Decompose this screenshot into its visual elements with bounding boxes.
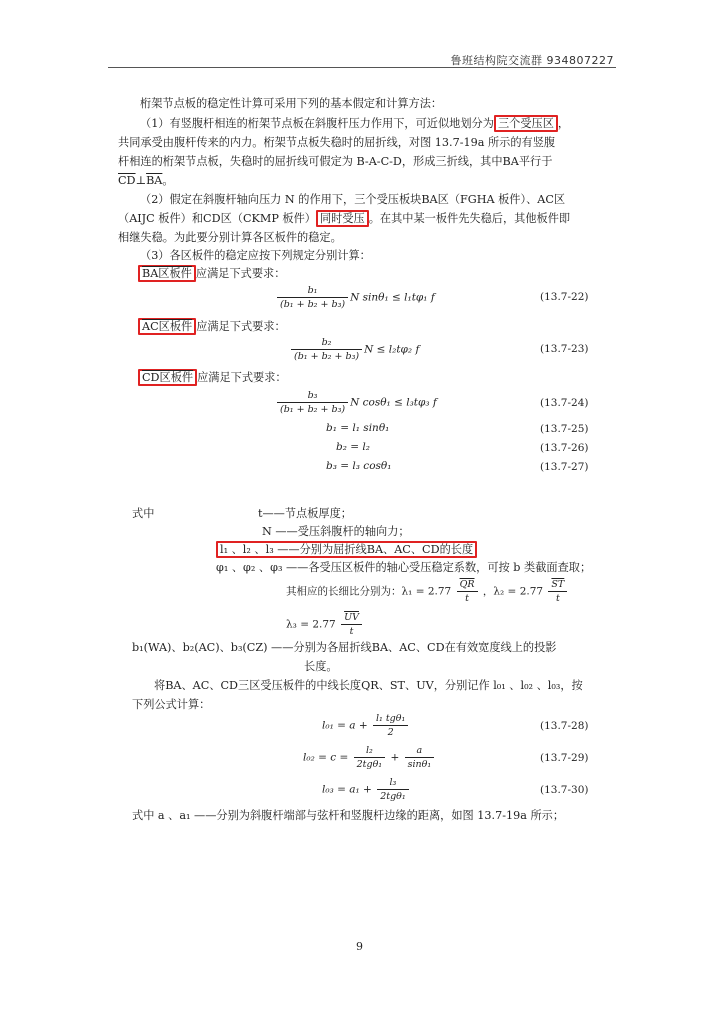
equation-number: (13.7-26) xyxy=(540,442,589,454)
legend-n: N ——受压斜腹杆的轴向力； xyxy=(262,525,410,538)
highlight-ba-zone: BA区板件 xyxy=(138,265,196,282)
legend-b-line1: b₁(WA)、b₂(AC)、b₃(CZ) ——分别为各屈折线BA、AC、CD在有效宽度线上的投影 xyxy=(132,641,557,654)
ba-zone-label: BA区板件 应满足下式要求： xyxy=(138,264,285,283)
para2-line3: 相继失稳。为此要分别计算各区板件的稳定。 xyxy=(118,231,342,244)
equation-number: (13.7-25) xyxy=(540,423,589,435)
cd-zone-label: CD区板件 应满足下式要求： xyxy=(138,368,287,387)
legend-b-line2: 长度。 xyxy=(304,660,338,673)
highlight-simultaneous: 同时受压 xyxy=(316,210,369,227)
legend-label: 式中 xyxy=(132,507,155,520)
equation-number: (13.7-23) xyxy=(540,343,589,355)
highlight-cd-zone: CD区板件 xyxy=(138,369,197,386)
legend-l xyxy=(216,540,477,559)
para4-line2: 下列公式计算： xyxy=(132,698,211,711)
legend-a: 式中 a 、a₁ ——分别为斜腹杆端部与弦杆和竖腹杆边缘的距离，如图 13.7-19a 所示； xyxy=(132,809,565,822)
ac-zone-label: AC区板件 应满足下式要求： xyxy=(138,317,286,336)
page-number: 9 xyxy=(356,940,363,953)
equation-13-7-29: l₀₂ = c = $\frac{\text{l₂}}{\text{2tgθ₁}}$ + $\frac{a}{\text{sinθ₁}}$ xyxy=(303,744,436,771)
legend-phi: φ₁ 、φ₂ 、φ₃ ——各受压区板件的轴心受压稳定系数，可按 b 类截面查取； xyxy=(216,561,592,574)
para2-line2: （AIJC 板件）和CD区（CKMP 板件） 同时受压 。在其中某一板件先失稳后，其他板件即 xyxy=(118,212,571,225)
equation-number: (13.7-28) xyxy=(540,720,589,732)
equation-13-7-28: l₀₁ = a + $\frac{\text{l₁ tgθ₁}}{2}$ xyxy=(322,712,410,739)
para3-text: （3）各区板件的稳定应按下列规定分别计算： xyxy=(140,249,371,262)
equation-13-7-30: l₀₃ = a₁ + $\frac{\text{l₃}}{\text{2tgθ₁}}$ xyxy=(322,776,411,803)
legend-t: t——节点板厚度； xyxy=(258,507,352,520)
equation-number: (13.7-30) xyxy=(540,784,589,796)
lambda-line: 其相应的长细比分别为：λ₁ = 2.77 $\frac{\overline{QR}}{t}$ ，λ₂ = 2.77 $\frac{\overline{ST}}{t}$ xyxy=(286,578,569,605)
equation-number: (13.7-24) xyxy=(540,397,589,409)
equation-13-7-27: b₃ = l₃ cosθ₁ xyxy=(326,460,392,472)
lambda3-line: λ₃ = 2.77 $\frac{\overline{UV}}{t}$ xyxy=(286,611,364,638)
para1-line1: （1）有竖腹杆相连的桁架节点板在斜腹杆压力作用下，可近似地划分为 三个受压区 ， xyxy=(140,117,570,130)
equation-13-7-22: $\frac{\text{b₁}}{\text{(b₁ + b₂ + b₃)}}$ N sinθ₁ ≤ l₁tφ₁ f xyxy=(275,284,435,311)
equation-13-7-26: b₂ = l₂ xyxy=(336,441,370,453)
equation-13-7-24: $\frac{\text{b₃}}{\text{(b₁ + b₂ + b₃)}}$ N cosθ₁ ≤ l₃tφ₃ f xyxy=(275,389,437,416)
highlight-ac-zone: AC区板件 xyxy=(138,318,196,335)
para1-line2: 共同承受由腹杆传来的内力。桁架节点板失稳时的屈折线，对图 13.7-19a 所示的有竖腹 xyxy=(118,136,556,149)
para1-line3: 杆相连的桁架节点板，失稳时的屈折线可假定为 B-A-C-D，形成三折线，其中BA平行于 xyxy=(118,155,553,168)
para1-line4: $\overline{CD}\perp\overline{BA}$。 xyxy=(118,174,174,187)
para2-line1: （2）假定在斜腹杆轴向压力 N 的作用下，三个受压板块BA区（FGHA 板件）、AC区 xyxy=(140,193,566,206)
header-rule xyxy=(108,67,616,68)
intro-text: 桁架节点板的稳定性计算可采用下列的基本假定和计算方法： xyxy=(140,97,443,110)
equation-number: (13.7-29) xyxy=(540,752,589,764)
highlight-three-zones: 三个受压区 xyxy=(494,115,558,132)
page-header: 鲁班结构院交流群 934807227 xyxy=(450,54,614,67)
equation-number: (13.7-27) xyxy=(540,461,589,473)
highlight-fold-lengths: l₁ 、l₂ 、l₃ ——分别为屈折线BA、AC、CD的长度 xyxy=(216,541,477,558)
equation-number: (13.7-22) xyxy=(540,291,589,303)
equation-13-7-25: b₁ = l₁ sinθ₁ xyxy=(326,422,390,434)
para4-line1: 将BA、AC、CD三区受压板件的中线长度QR、ST、UV，分别记作 l₀₁ 、l₀₂ 、l₀₃，按 xyxy=(154,679,583,692)
equation-13-7-23: $\frac{\text{b₂}}{\text{(b₁ + b₂ + b₃)}}$ N ≤ l₂tφ₂ f xyxy=(289,336,419,363)
